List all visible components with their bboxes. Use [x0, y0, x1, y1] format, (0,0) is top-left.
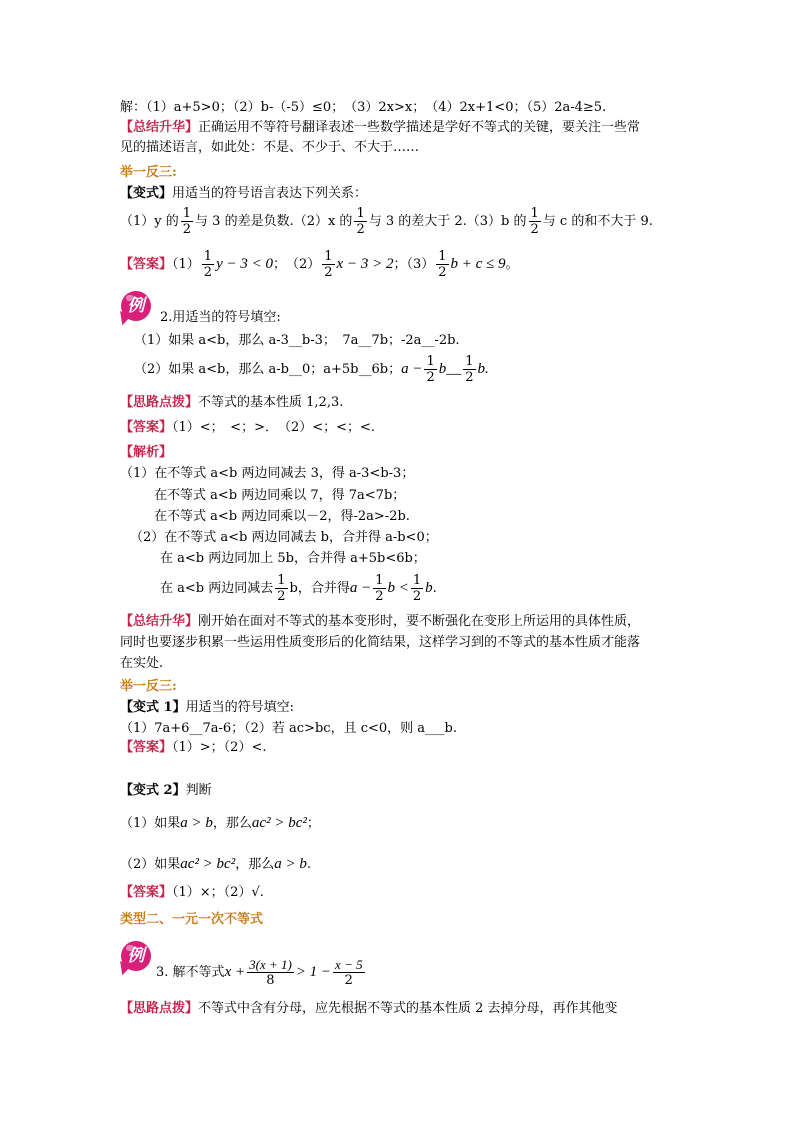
practice-title: 举一反三: — [120, 165, 177, 180]
example-2-title — [160, 308, 281, 328]
summary-label: 【总结升华】 — [120, 120, 199, 135]
fraction-half — [424, 354, 436, 385]
q-part: （1）y 的 — [120, 214, 179, 229]
example-number: 3. — [156, 965, 169, 980]
answer-label: 【答案】 — [120, 740, 173, 755]
frac-num: 1 — [277, 573, 286, 588]
answer-text: （1）<； <；>． （2）<；<；<. — [172, 420, 376, 435]
fraction-half — [354, 206, 366, 237]
answer-text: （1）>；（2）<. — [172, 740, 267, 755]
math-expr: b < — [387, 580, 409, 596]
math-expr: b — [425, 580, 433, 596]
variant-label: 【变式】 — [120, 186, 173, 201]
intro-solution: 解：（1）a+5>0；（2）b-（-5）≤0； （3）2x>x； （4）2x+1<0；（5）2a-4≥5. — [120, 100, 607, 115]
math-expr: b + c ≤ 9 — [450, 256, 506, 272]
answer-part: 。 — [505, 257, 519, 272]
variant-text: 用适当的符号填空: — [185, 700, 294, 715]
badge-label: 例 — [127, 296, 145, 316]
summary-text: 正确运用不等符号翻译表述一些数学描述是学好不等式的关键，要关注一些常 — [198, 120, 641, 135]
math-expr: a > b — [274, 856, 307, 872]
frac-den: 2 — [465, 370, 474, 385]
example-number: 2. — [160, 310, 173, 325]
summary-1-line2: 见的描述语言，如此处：不是、不少于、不大于…… — [120, 140, 420, 155]
hint-label: 【思路点拨】 — [120, 395, 199, 410]
example-title: 用适当的符号填空: — [172, 310, 281, 325]
fraction-half — [529, 206, 541, 237]
variant-2-q2 — [120, 854, 311, 875]
analysis-line: 在不等式 a<b 两边同乘以 7，得 7a<7b； — [154, 488, 406, 503]
answer-text: （1）×；（2）√. — [172, 885, 264, 900]
summary-1 — [120, 118, 640, 138]
answer-label: 【答案】 — [120, 420, 173, 435]
frac-den: 2 — [375, 589, 384, 604]
frac-den: 2 — [356, 222, 365, 237]
fraction-half — [181, 206, 193, 237]
summary-label: 【总结升华】 — [120, 614, 199, 629]
fraction-half — [275, 573, 287, 604]
frac-den: 2 — [344, 973, 353, 988]
frac-num: 1 — [182, 206, 192, 221]
fraction-half — [322, 249, 334, 280]
variant-1-answer — [120, 738, 266, 758]
line-part: （1）如果 — [120, 816, 181, 831]
example-badge-icon — [121, 941, 151, 971]
summary-2-line3: 在实处. — [120, 656, 164, 671]
math-expr: ac² > bc² — [251, 815, 307, 831]
fraction-half — [411, 573, 423, 604]
math-expr: b. — [477, 361, 489, 377]
variant-1-question: （1）7a+6__7a-6；（2）若 ac>bc，且 c<0，则 a___b. — [120, 721, 457, 736]
frac-num: x − 5 — [335, 957, 363, 972]
answer — [120, 418, 375, 438]
variant-heading — [120, 184, 367, 204]
math-expr: x − 3 > 2 — [336, 256, 394, 272]
variant-1-heading — [120, 698, 294, 718]
frac-den: 2 — [182, 222, 192, 237]
fraction-half — [373, 573, 385, 604]
math-expr: y − 3 < 0 — [216, 256, 273, 272]
frac-den: 8 — [266, 973, 275, 988]
example-2-line1: （1）如果 a<b，那么 a-3__b-3； 7a__7b；-2a__-2b. — [134, 333, 460, 348]
variant-text: 判断 — [185, 783, 212, 798]
hint-label: 【思路点拨】 — [120, 1001, 199, 1016]
fraction-half — [463, 354, 475, 385]
line-part: ，那么 — [212, 816, 252, 831]
line-part: b，合并得 — [289, 581, 350, 596]
variant-2-heading — [120, 781, 212, 801]
math-expr: > 1 − — [295, 964, 332, 980]
line-part: 在 a<b 两边同减去 — [160, 581, 274, 596]
math-expr: ac² > bc² — [180, 856, 236, 872]
line-part: ，那么 — [235, 857, 275, 872]
frac-num: 3(x + 1) — [249, 957, 292, 972]
frac-num: 1 — [465, 354, 474, 369]
answer-part: （1） — [172, 257, 200, 272]
hint — [120, 393, 343, 413]
frac-den: 2 — [203, 265, 213, 280]
frac-den: 2 — [277, 589, 286, 604]
q-part: 与 3 的差是负数.（2）x 的 — [195, 214, 353, 229]
math-expr: a − — [349, 580, 372, 596]
line-part: ； — [306, 816, 320, 831]
badge-label: 例 — [127, 946, 145, 966]
example-badge-icon — [121, 291, 151, 321]
frac-num: 1 — [356, 206, 365, 221]
variant-2-answer — [120, 883, 264, 903]
line-part: . — [306, 857, 311, 872]
variant-label: 【变式 1】 — [120, 700, 186, 715]
summary-2 — [120, 612, 640, 632]
frac-num: 1 — [530, 206, 539, 221]
variant-text: 用适当的符号语言表达下列关系： — [172, 186, 368, 201]
variant-question — [120, 205, 653, 239]
summary-2-line2: 同时也要逐步积累一些运用性质变形后的化简结果，这样学习到的不等式的基本性质才能落 — [120, 635, 641, 650]
analysis-label: 【解析】 — [120, 445, 173, 460]
summary-text: 刚开始在面对不等式的基本变形时，要不断强化在变形上所运用的具体性质， — [198, 614, 641, 629]
answer-label: 【答案】 — [120, 257, 173, 272]
line-part: （2）如果 a<b，那么 a-b__0；a+5b__6b； — [134, 362, 402, 377]
math-expr: b__ — [438, 361, 462, 377]
fraction-half — [202, 249, 214, 280]
frac-den: 2 — [426, 370, 435, 385]
frac-num: 1 — [412, 573, 422, 588]
hint — [120, 999, 618, 1019]
fraction — [247, 957, 294, 988]
analysis-line: （1）在不等式 a<b 两边同减去 3，得 a-3<b-3； — [120, 466, 415, 481]
math-expr: a − — [401, 361, 423, 377]
q-part: 与 c 的和不大于 9. — [542, 214, 653, 229]
variant-2-q1 — [120, 813, 320, 834]
frac-num: 1 — [203, 249, 213, 264]
fraction-half — [436, 249, 448, 280]
example-2-line2 — [134, 352, 489, 387]
analysis-line: 在不等式 a<b 两边同乘以－2，得-2a>-2b. — [154, 509, 410, 524]
q-part: 与 3 的差大于 2.（3）b 的 — [368, 214, 527, 229]
hint-text: 不等式中含有分母，应先根据不等式的基本性质 2 去掉分母，再作其他变 — [198, 1001, 618, 1016]
fraction — [333, 957, 365, 988]
frac-den: 2 — [530, 222, 539, 237]
frac-den: 2 — [412, 589, 422, 604]
variant-answer — [120, 247, 519, 282]
line-part: （2）如果 — [120, 857, 181, 872]
math-expr: a > b — [180, 815, 213, 831]
analysis-line-6 — [160, 571, 437, 606]
answer-label: 【答案】 — [120, 885, 173, 900]
hint-text: 不等式的基本性质 1,2,3. — [198, 395, 344, 410]
frac-den: 2 — [324, 265, 333, 280]
frac-num: 1 — [375, 573, 384, 588]
example-text: 解不等式 — [172, 965, 225, 980]
frac-den: 2 — [438, 265, 447, 280]
practice-title: 举一反三: — [120, 679, 177, 694]
analysis-line: 在 a<b 两边同加上 5b，合并得 a+5b<6b； — [160, 551, 426, 566]
answer-part: ；（3） — [393, 257, 435, 272]
example-3 — [156, 953, 367, 992]
answer-part: ； （2） — [272, 257, 321, 272]
line-part: . — [432, 581, 437, 596]
analysis-line: （2）在不等式 a<b 两边同减去 b，合并得 a-b<0； — [130, 530, 438, 545]
variant-label: 【变式 2】 — [120, 783, 186, 798]
frac-num: 1 — [426, 354, 435, 369]
math-expr: x + — [224, 964, 246, 980]
frac-num: 1 — [324, 249, 333, 264]
section-title: 类型二、一元一次不等式 — [120, 912, 264, 927]
frac-num: 1 — [438, 249, 447, 264]
